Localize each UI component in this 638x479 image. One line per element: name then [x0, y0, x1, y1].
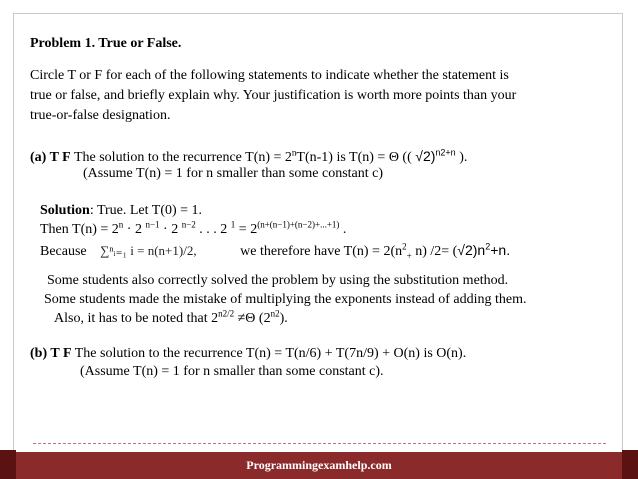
- part-a-assume: (Assume T(n) = 1 for n smaller than some constant c): [83, 166, 384, 181]
- solution-line-2: [40, 219, 347, 238]
- note3-a: Also, it has to be noted that 2: [54, 311, 219, 326]
- part-a-text-3: ).: [455, 150, 468, 165]
- solution-label: Solution: [40, 203, 90, 218]
- part-b-label: (b) T F: [30, 346, 72, 361]
- sol2-e1: n: [118, 219, 124, 230]
- note-line-3: [54, 308, 288, 327]
- sol2-c: · 2: [159, 222, 182, 237]
- sum-formula: ∑ⁿᵢ₌₁ i = n(n+1)/2,: [100, 243, 197, 258]
- note3-e2: n2: [270, 308, 280, 319]
- part-a-exp-n: n: [291, 147, 297, 158]
- sol2-a: Then T(n) = 2: [40, 222, 119, 237]
- note-line-2: Some students made the mistake of multiplying the exponents instead of adding them.: [44, 292, 527, 307]
- sol3-e2: 2: [485, 241, 491, 252]
- part-a-text-2: T(n-1) is T(n) = Θ ((: [296, 150, 416, 165]
- sol2-e5: (n+(n−1)+(n−2)+...+1): [257, 219, 340, 230]
- intro-line-2: true or false, and briefly explain why. Your justification is worth more points than your: [30, 88, 517, 103]
- solution-line-1: [40, 203, 202, 219]
- sol2-e4: 1: [230, 219, 236, 230]
- sol3-e1: 2: [402, 241, 407, 252]
- sol2-f: .: [339, 222, 347, 237]
- sol3-root: √2)n: [457, 242, 486, 258]
- footer-divider: [33, 443, 606, 444]
- part-b-statement: [30, 346, 466, 362]
- part-a-label: (a) T F: [30, 150, 71, 165]
- footer: [0, 450, 638, 479]
- solution-line-3: [40, 242, 510, 264]
- sol2-d: . . . 2: [195, 222, 231, 237]
- sol3-b: n) /2= (: [411, 244, 458, 259]
- part-a-statement: [30, 148, 467, 166]
- intro-line-3: true-or-false designation.: [30, 108, 171, 123]
- note3-e1: n2/2: [218, 308, 235, 319]
- sol2-b: · 2: [123, 222, 146, 237]
- because-text: Because: [40, 244, 87, 259]
- intro-line-1: Circle T or F for each of the following statements to indicate whether the statement is: [30, 68, 509, 83]
- solution-text-1: : True. Let T(0) = 1.: [89, 203, 203, 218]
- part-a-text-1: The solution to the recurrence T(n) = 2: [70, 150, 292, 165]
- sol2-e2: n−1: [145, 219, 160, 230]
- note3-c: ).: [279, 311, 288, 326]
- part-b-text: The solution to the recurrence T(n) = T(n/6) + T(7n/9) + O(n) is O(n).: [71, 346, 467, 361]
- sol2-e3: n−2: [181, 219, 196, 230]
- part-a-root: √2): [415, 148, 436, 164]
- part-a-exp: n2+n: [435, 147, 456, 158]
- note-line-1: Some students also correctly solved the problem by using the substitution method.: [47, 273, 509, 288]
- sol2-e: = 2: [235, 222, 258, 237]
- problem-title: Problem 1. True or False.: [30, 36, 182, 51]
- note3-b: ≠Θ (2: [234, 311, 271, 326]
- sol3-sub: +: [406, 250, 412, 261]
- part-b-assume: (Assume T(n) = 1 for n smaller than some constant c).: [80, 364, 384, 379]
- footer-site-link[interactable]: Programmingexamhelp.com: [246, 458, 392, 472]
- sol3-a: we therefore have T(n) = 2(n: [240, 244, 403, 259]
- sol3-end: +n.: [490, 242, 511, 258]
